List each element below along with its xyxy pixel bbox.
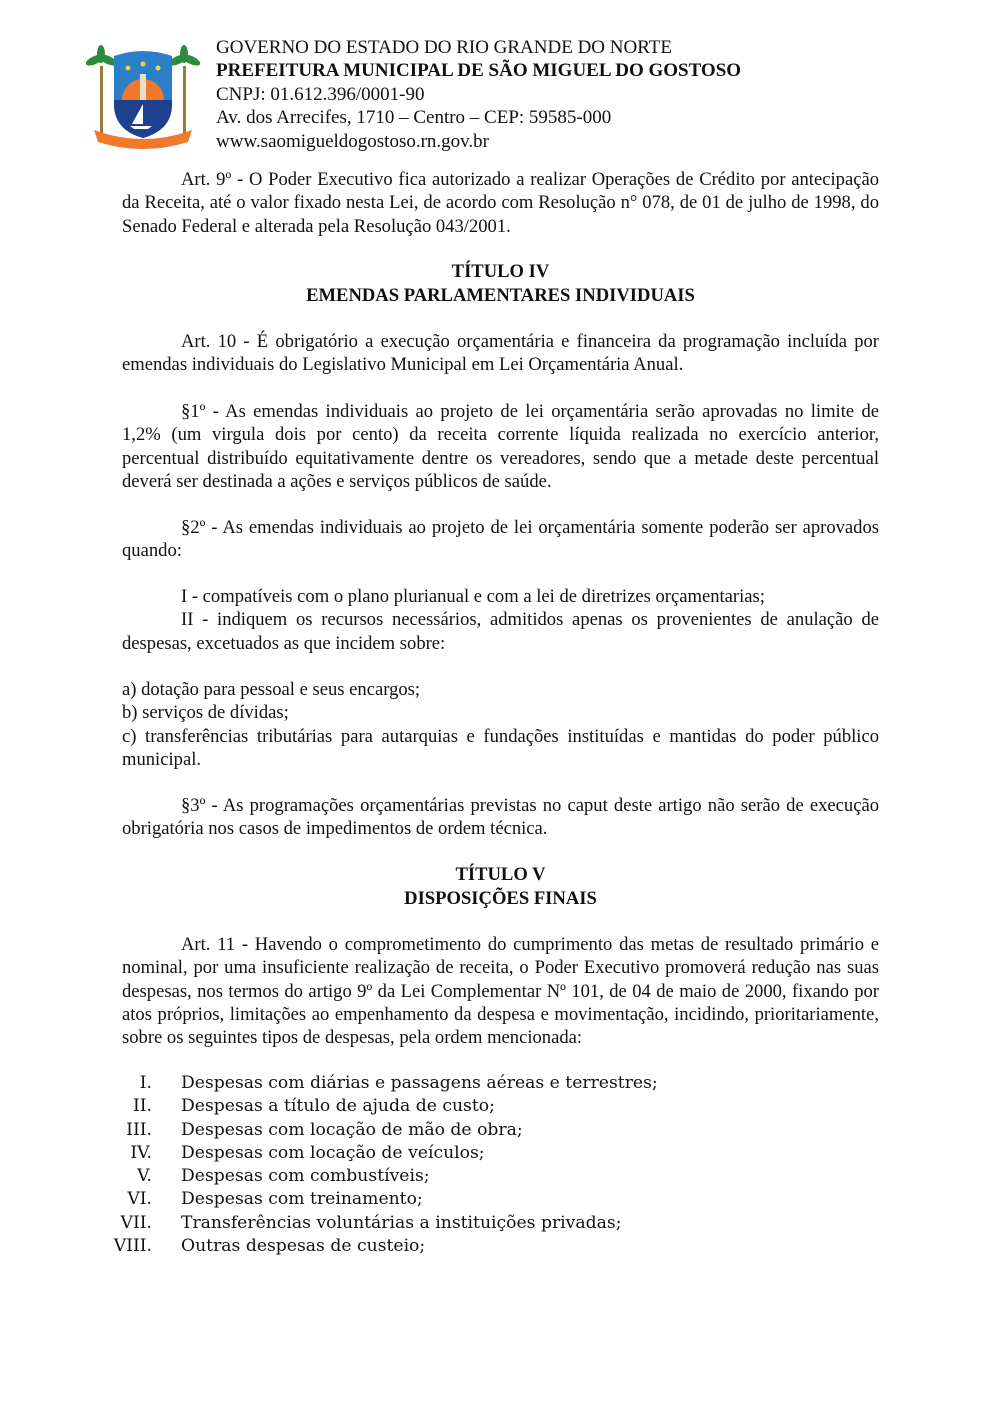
art10-paragraph-3 <box>122 794 879 841</box>
state-government-line: GOVERNO DO ESTADO DO RIO GRANDE DO NORTE <box>216 37 672 58</box>
art10-paragraph-2 <box>122 516 879 563</box>
list-item: VII. Transferências voluntárias a instituições privadas; <box>120 1212 622 1233</box>
coat-of-arms-icon <box>86 38 200 150</box>
art11-text: Art. 11 - Havendo o comprometimento do cumprimento das metas de resultado primário e nominal, por uma insuficiente realização de receita, o Poder Executivo promoverá redução nas suas despesas, nos termos do artigo 9º da Lei Complementar Nº 101, de 04 de maio de 2000, fixando por atos próprios, limitações ao empenhamento da despesa e movimentação, incidindo, prioritariamente, sobre os seguintes tipos de despesas, pela ordem mencionada: <box>122 934 879 1049</box>
expense-priority-list <box>100 1072 800 1258</box>
art10-incisos <box>122 585 879 655</box>
letterhead-text <box>216 36 741 153</box>
alinea-c: c) transferências tributárias para autarquias e fundações instituídas e mantidas do poder público municipal. <box>122 725 879 770</box>
art10-p1-text: §1º - As emendas individuais ao projeto de lei orçamentária serão aprovadas no limite de 1,2% (um virgula dois por cento) da receita corrente líquida realizada no exercício anterior, percentual distribuído equitativamente dentre os vereadores, sendo que a metade deste percentual deverá ser destinada a ações e serviços públicos de saúde. <box>122 401 879 492</box>
title-v-subheading: DISPOSIÇÕES FINAIS <box>404 888 597 909</box>
art10-p3-text: §3º - As programações orçamentárias previstas no caput deste artigo não serão de execução obrigatória nos casos de impedimentos de ordem técnica. <box>122 795 879 840</box>
article-9 <box>122 168 879 238</box>
title-iv <box>122 260 879 308</box>
list-item: IV. Despesas com locação de veículos; <box>130 1142 485 1163</box>
article-10 <box>122 330 879 377</box>
art10-paragraph-1 <box>122 400 879 493</box>
art9-text: Art. 9º - O Poder Executivo fica autorizado a realizar Operações de Crédito por antecipação da Receita, até o valor fixado nesta Lei, de acordo com Resolução n° 078, de 01 de julho de 1998, do Senado Federal e alterada pela Resolução 043/2001. <box>122 169 879 237</box>
art10-p2-text: §2º - As emendas individuais ao projeto de lei orçamentária somente poderão ser aprovados quando: <box>122 517 879 562</box>
art10-text: Art. 10 - É obrigatório a execução orçamentária e financeira da programação incluída por emendas individuais do Legislativo Municipal em Lei Orçamentária Anual. <box>122 331 879 376</box>
municipality-name: PREFEITURA MUNICIPAL DE SÃO MIGUEL DO GOSTOSO <box>216 60 742 82</box>
list-item: I. Despesas com diárias e passagens aéreas e terrestres; <box>139 1073 658 1093</box>
list-item: VIII. Outras despesas de custeio; <box>113 1236 426 1257</box>
art10-alineas <box>122 678 879 771</box>
cnpj-line: CNPJ: 01.612.396/0001-90 <box>216 83 425 105</box>
title-iv-subheading: EMENDAS PARLAMENTARES INDIVIDUAIS <box>306 285 695 306</box>
address-line: Av. dos Arrecifes, 1710 – Centro – CEP: 59585-000 <box>216 107 612 129</box>
alinea-b: b) serviços de dívidas; <box>122 702 289 724</box>
list-item: III. Despesas com locação de mão de obra; <box>126 1119 523 1140</box>
letterhead <box>84 36 884 156</box>
list-item: II. Despesas a título de ajuda de custo; <box>132 1096 495 1117</box>
title-v <box>122 863 879 911</box>
website-line: www.saomigueldogostoso.rn.gov.br <box>216 130 490 152</box>
title-v-heading: TÍTULO V <box>455 864 546 885</box>
list-item: VI. Despesas com treinamento; <box>127 1189 423 1210</box>
alinea-a: a) dotação para pessoal e seus encargos; <box>122 679 421 700</box>
art10-inciso-1: I - compatíveis com o plano plurianual e com a lei de diretrizes orçamentarias; <box>181 586 765 607</box>
title-iv-heading: TÍTULO IV <box>451 261 550 282</box>
article-11 <box>122 933 879 1049</box>
list-item: V. Despesas com combustíveis; <box>137 1166 430 1187</box>
art10-inciso-2: II - indiquem os recursos necessários, admitidos apenas os provenientes de anulação de despesas, excetuados as que incidem sobre: <box>122 609 879 654</box>
